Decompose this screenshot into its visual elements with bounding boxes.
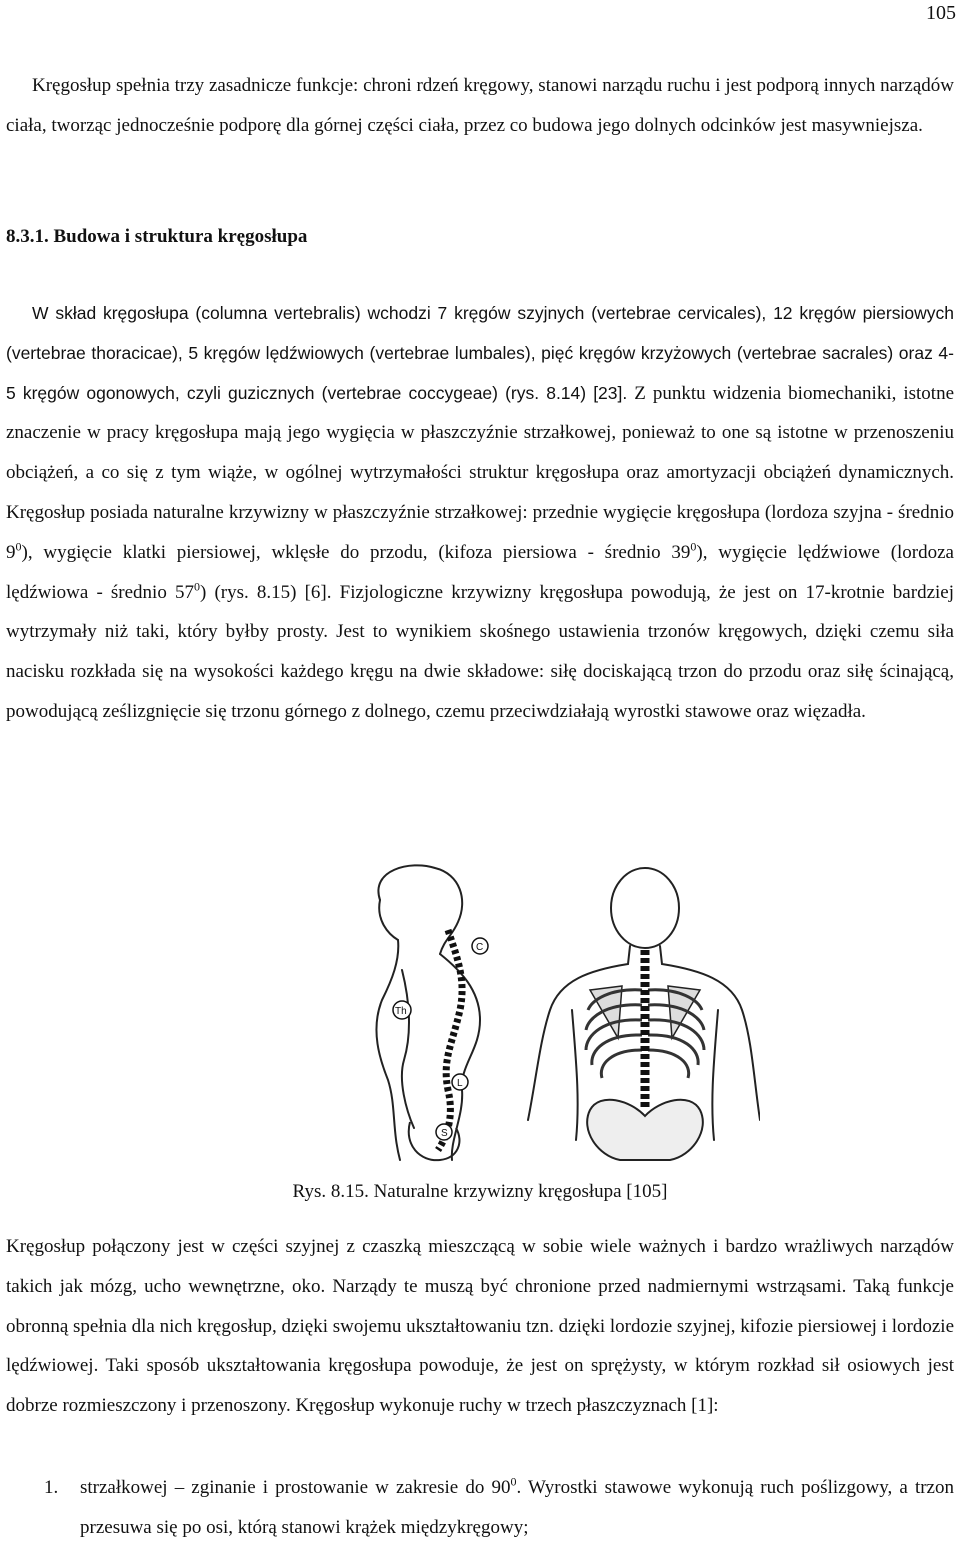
side-face-outline <box>379 900 398 940</box>
figure-caption: Rys. 8.15. Naturalne krzywizny kręgosłupa [105] <box>292 1181 668 1202</box>
back-left-side <box>572 1010 578 1140</box>
page-number: 105 <box>926 2 956 24</box>
label-th: Th <box>395 1006 407 1017</box>
list-item-number: 1. <box>44 1477 59 1498</box>
side-front-outline <box>376 940 400 1160</box>
list-item-text-b: . Wyrostki stawowe wykonują ruch poślizgowy, a trzon przesuwa się po osi, którą stanowi krążek międzykręgowy; <box>80 1477 954 1538</box>
list-item <box>6 1468 954 1548</box>
list-item-text-a: strzałkowej – zginanie i prostowanie w zakresie do 90 <box>80 1477 511 1498</box>
side-arm-outline <box>402 970 414 1128</box>
degree-sup-3: 0 <box>193 579 200 594</box>
intro-paragraph <box>6 66 954 146</box>
curvature-text-c: ), wygięcie lędźwiowe (lordoza lędźwiowa - średnio 57 <box>6 541 954 603</box>
list-item-text <box>80 1468 954 1548</box>
degree-sup-2: 0 <box>690 539 697 554</box>
section-heading: 8.3.1. Budowa i struktura kręgosłupa <box>6 226 308 247</box>
spine-illustration <box>340 860 760 1170</box>
degree-sup-1: 0 <box>15 539 22 554</box>
protection-text: Kręgosłup połączony jest w części szyjnej z czaszką mieszczącą w sobie wiele ważnych i bardzo wrażliwych narządów takich jak mózg, ucho wewnętrzne, oko. Narządy te muszą być chronione przed nadmiernymi wstrząsami. Taką funkcje obronną spełnia dla nich kręgosłup, dzięki swojemu ukształtowaniu tzn. dzięki lordozie szyjnej, kifozie piersiowej i lordozie lędźwiowej. Taki sposób ukształtowania kręgosłupa powoduje, że jest on sprężysty, w którym rozkład sił osiowych jest dobrze rozmieszczony i przenoszony. Kręgosłup wykonuje ruchy w trzech płaszczyznach [1]: <box>6 1236 954 1417</box>
curvature-text-a: Z punktu widzenia biomechaniki, istotne znaczenie w pracy kręgosłupa mają jego wygięcia w płaszczyźnie strzałkowej, ponieważ to one są istotne w przenoszeniu obciążeń, a co się z tym wiąże, w ogólnej wytrzymałości struktur kręgosłupa oraz amortyzacji obciążeń dynamicznych. Kręgosłup posiada naturalne krzywizny w płaszczyźnie strzałkowej: przednie wygięcie kręgosłupa (lordoza szyjna - średnio 9 <box>6 382 955 563</box>
spine-curvature-figure <box>340 860 760 1170</box>
label-s: S <box>441 1128 448 1139</box>
back-right-side <box>712 1010 718 1140</box>
label-l: L <box>457 1078 463 1089</box>
structure-paragraph <box>6 294 954 732</box>
back-pelvis <box>587 1100 703 1160</box>
back-head <box>611 868 679 948</box>
curvature-text-d: ) (rys. 8.15) [6]. Fizjologiczne krzywizny kręgosłupa powodują, że jest on 17-krotnie bardziej wytrzymały niż taki, który byłby prosty. Jest to wynikiem skośnego ustawienia trzonów kręgowych, dzięki czemu siła nacisku rozkłada się na wysokości każdego kręgu na dwie składowe: siłę dociskającą trzon do przodu oraz siłę ścinającą, powodującą ześlizgnięcie się trzonu górnego z dolnego, czemu przeciwdziałają wyrostki stawowe oraz więzadła. <box>6 581 954 722</box>
protection-paragraph <box>6 1227 954 1426</box>
intro-text: Kręgosłup spełnia trzy zasadnicze funkcje: chroni rdzeń kręgowy, stanowi narządu ruchu i jest podporą innych narządów ciała, tworząc jednocześnie podporę dla górnej części ciała, przez co budowa jego dolnych odcinków jest masywniejsza. <box>6 75 954 136</box>
vertebrae-count-text: W skład kręgosłupa (columna vertebralis) wchodzi 7 kręgów szyjnych (vertebrae cervicales), 12 kręgów piersiowych (vertebrae thoracicae), 5 kręgów lędźwiowych (vertebrae lumbales), pięć kręgów krzyżowych (vertebrae sacrales) oraz 4-5 kręgów ogonowych, czyli guzicznych (vertebrae coccygeae) (rys. 8.14) [23]. <box>6 303 954 403</box>
structure-text <box>6 294 954 732</box>
motion-planes-list <box>6 1468 954 1548</box>
curvature-text-b: ), wygięcie klatki piersiowej, wklęsłe do przodu, (kifoza piersiowa - średnio 39 <box>21 541 691 563</box>
list-item-degree-sup: 0 <box>510 1474 517 1489</box>
label-c: C <box>476 942 484 953</box>
